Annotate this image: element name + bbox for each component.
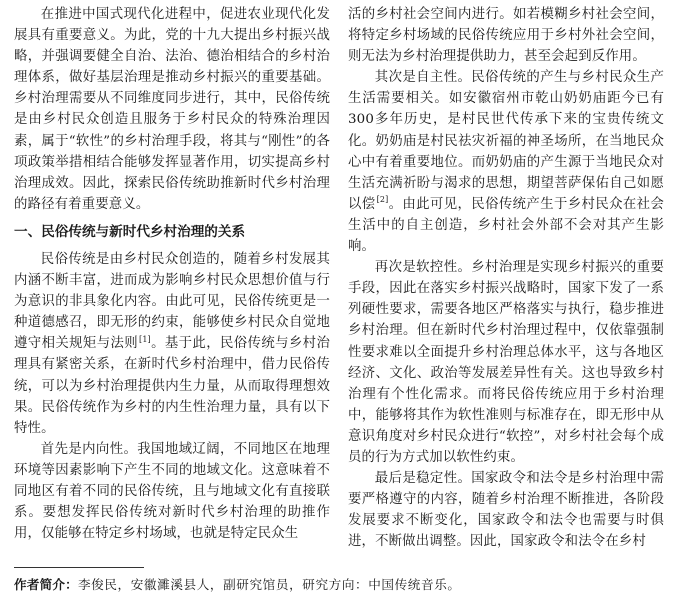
inwardness-paragraph: 首先是内向性。我国地域辽阔，不同地区在地理环境等因素影响下产生不同的地域文化。这意味着不同地区有着不同的民俗传统，且与地域文化有直接联系。要想发挥民俗传统对新时代乡村治理的助推作用，仅能够在特定乡村场域，也就是特定民众生 xyxy=(14,441,330,542)
soft-control-paragraph: 再次是软控性。乡村治理是实现乡村振兴的重要手段，因此在落实乡村振兴战略时，国家下发了一系列硬性要求，需要各地区严格落实与执行，稳步推进乡村治理。但在新时代乡村治理过程中，仅依靠强制性要求难以全面提升乡村治理总体水平，这与各地区经济、文化、政治等发展差异性有关。这也导致乡村治理有个性化需求。而将民俗传统应用于乡村治理中，能够将其作为软性准则与标准存在，即无形中从意识角度对乡村民众进行“软控”，对乡村社会每个成员的行为方式加以软性约束。 xyxy=(348,260,664,465)
section-heading: 一、民俗传统与新时代乡村治理的关系 xyxy=(14,223,246,240)
autonomy-paragraph-text-a: 其次是自主性。民俗传统的产生与乡村民众生产生活需要相关。如安徽宿州市乾山奶奶庙距今已有300多年历史，是村民世代传承下来的宝贵传统文化。奶奶庙是村民祛灾祈福的神圣场所，在当地民众心中有着重要地位。而奶奶庙的产生源于当地民众对生活充满祈盼与渴求的思想，期望菩萨保佑自己如愿以偿 xyxy=(348,70,664,212)
citation-ref-1: [1] xyxy=(139,334,151,344)
footnote-divider xyxy=(14,567,144,568)
left-column xyxy=(14,4,330,560)
author-bio-text: 李俊民，安徽濉溪县人，副研究馆员，研究方向：中国传统音乐。 xyxy=(77,577,461,592)
relation-paragraph-text-b: 。基于此，民俗传统与乡村治理具有紧密关系，在新时代乡村治理中，借力民俗传统，可以为乡村治理提供内生力量，从而取得理想效果。民俗传统作为乡村的内生性治理力量，具有以下特性。 xyxy=(14,336,330,436)
relation-paragraph xyxy=(14,249,330,439)
relation-paragraph-text-a: 民俗传统是由乡村民众创造的，随着乡村发展其内涵不断丰富，进而成为影响乡村民众思想价值与行为意识的非具象化内容。由此可见，民俗传统更是一种道德感召，即无形的约束，能够使乡村民众自觉地遵守相关规矩与法则 xyxy=(14,251,330,352)
author-bio xyxy=(14,575,664,595)
two-column-body xyxy=(14,4,664,560)
autonomy-paragraph-text-b: 。由此可见，民俗传统产生于乡村民众在社会生活中的自主创造，乡村社会外部不会对其产生影响。 xyxy=(348,196,664,255)
inwardness-paragraph-continued: 活的乡村社会空间内进行。如若模糊乡村社会空间，将特定乡村场域的民俗传统应用于乡村外社会空间，则无法为乡村治理提供助力，甚至会起到反作用。 xyxy=(348,7,664,65)
citation-ref-2: [2] xyxy=(376,195,389,205)
autonomy-paragraph xyxy=(348,67,664,257)
right-column xyxy=(348,4,664,560)
intro-paragraph: 在推进中国式现代化进程中，促进农业现代化发展具有重要意义。为此，党的十九大提出乡村振兴战略，并强调要健全自治、法治、德治相结合的乡村治理体系，做好基层治理是推动乡村振兴的重要基础。乡村治理需要从不同维度同步进行，其中，民俗传统是由乡村民众创造且服务于乡村民众的特殊治理因素，属于“软性”的乡村治理手段，将其与“刚性”的各项政策举措相结合能够发挥显著作用，切实提高乡村治理成效。因此，探索民俗传统助推新时代乡村治理的路径有着重要意义。 xyxy=(14,7,330,212)
author-bio-label: 作者简介： xyxy=(14,577,78,592)
stability-paragraph: 最后是稳定性。国家政令和法令是乡村治理中需要严格遵守的内容，随着乡村治理不断推进，各阶段发展要求不断变化，国家政令和法令也需要与时俱进，不断做出调整。因此，国家政令和法令在乡村 xyxy=(348,471,664,550)
